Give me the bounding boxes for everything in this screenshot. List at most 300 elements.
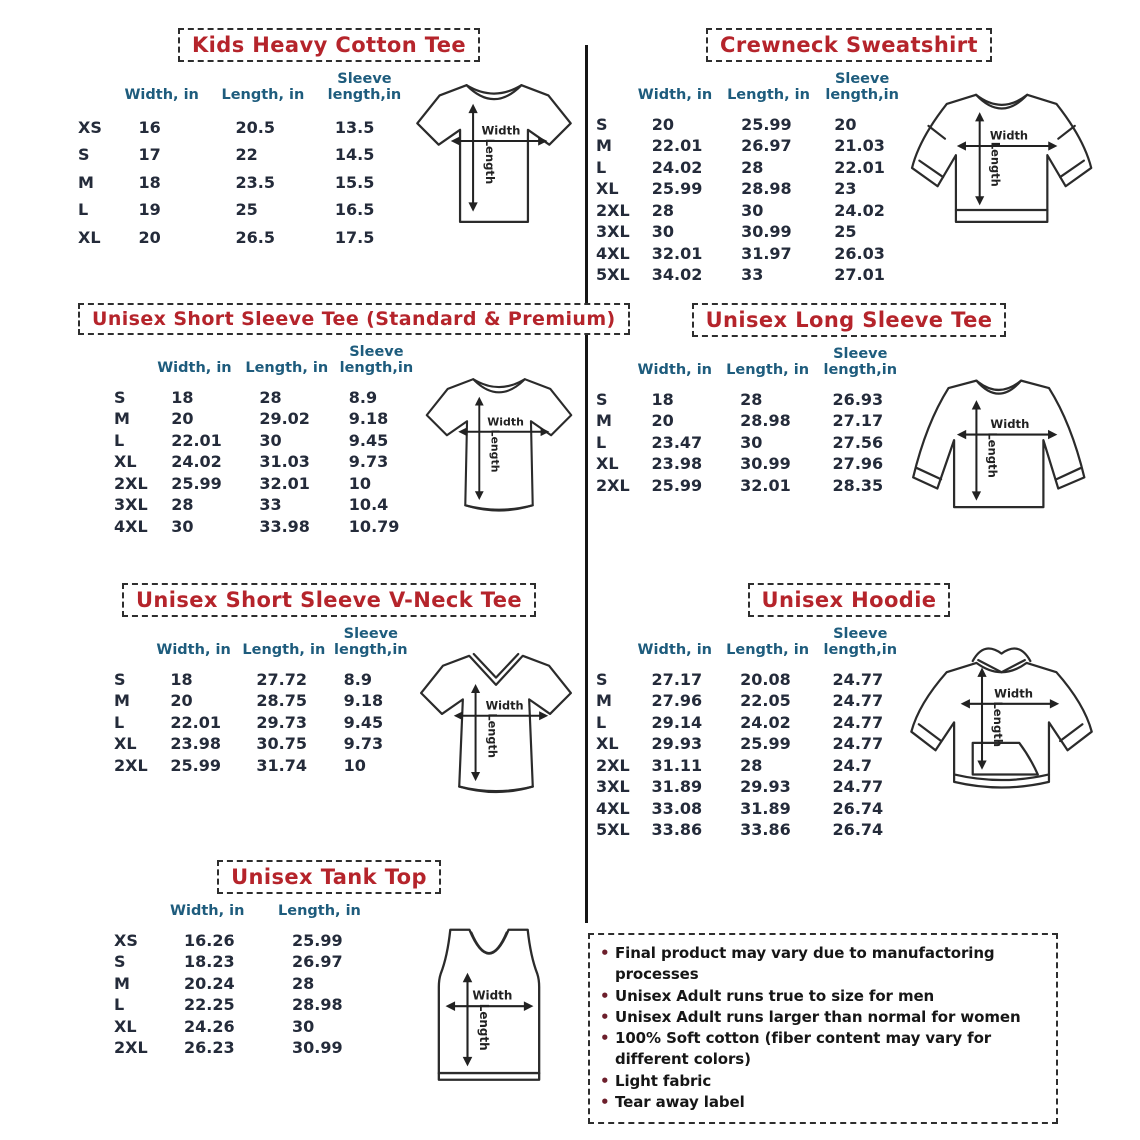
width-arrow-label: Width	[485, 698, 524, 713]
measurement-value: 10.4	[348, 495, 389, 515]
section-unisex-long-sleeve-tee	[596, 303, 1102, 533]
sleeve-header-line2: length,in	[825, 86, 899, 103]
measurement-value: 26.03	[834, 243, 885, 263]
size-label: 4XL	[596, 798, 630, 818]
measurement-value: 24.7	[832, 755, 873, 775]
measurement-value: 28.35	[832, 475, 884, 495]
measurement-value: 20	[138, 227, 161, 247]
size-row	[596, 798, 902, 820]
measurement-value: 33	[259, 495, 282, 515]
measurement-value: 30.75	[256, 734, 307, 754]
header-row	[114, 904, 388, 930]
sweatshirt-illustration	[904, 82, 1102, 242]
header-row	[596, 627, 902, 669]
col-header-sleeve	[335, 345, 418, 387]
section-unisex-short-sleeve-tee	[78, 303, 616, 537]
size-label: S	[596, 114, 608, 134]
measurement-value: 23.5	[235, 172, 275, 192]
measurement-value: 20	[651, 411, 674, 431]
section-title: Unisex Long Sleeve Tee	[692, 303, 1007, 337]
size-label: M	[596, 411, 612, 431]
measurement-value: 20	[171, 409, 194, 429]
measurement-value: 15.5	[334, 172, 375, 192]
size-label: XS	[78, 117, 102, 137]
size-row	[114, 516, 418, 538]
size-row	[596, 243, 904, 265]
measurement-value: 10	[348, 473, 372, 493]
size-label: M	[596, 136, 612, 156]
measurement-value: 29.02	[259, 409, 310, 429]
size-label: L	[596, 157, 607, 177]
col-header-width: Width, in	[637, 361, 712, 378]
measurement-value: 25.99	[651, 179, 703, 199]
measurement-value: 28.98	[740, 411, 791, 431]
measurement-value: 23.47	[651, 432, 703, 452]
measurement-value: 25.99	[171, 473, 222, 493]
size-row	[114, 473, 418, 495]
measurement-value: 22	[235, 145, 258, 165]
length-arrow-label: Length	[985, 432, 1000, 478]
size-label: L	[596, 712, 607, 732]
measurement-value: 28.98	[292, 995, 343, 1015]
section-title: Unisex Short Sleeve V-Neck Tee	[122, 583, 536, 617]
size-row	[596, 178, 904, 200]
size-label: M	[596, 691, 612, 711]
measurement-value: 26.5	[235, 227, 275, 247]
measurement-value: 27.72	[256, 669, 307, 689]
measurement-value: 31.89	[651, 777, 703, 797]
measurement-value: 28	[259, 387, 282, 407]
width-arrow-label: Width	[472, 988, 513, 1003]
length-arrow-label: Length	[483, 138, 498, 185]
col-header-length: Length, in	[242, 641, 326, 658]
header-row	[114, 345, 418, 387]
measurement-value: 28	[740, 755, 763, 775]
section-unisex-tank-top	[78, 860, 580, 1096]
size-row	[114, 755, 412, 777]
notes-list	[600, 943, 1044, 1113]
col-header-length: Length, in	[726, 361, 810, 378]
tank-top-illustration	[428, 924, 550, 1096]
size-row	[114, 973, 388, 995]
size-label: M	[114, 973, 130, 993]
col-header-size	[114, 627, 156, 669]
measurement-value: 31.11	[651, 755, 703, 775]
measurement-value: 10	[343, 755, 366, 775]
sleeve-header-line1: Sleeve	[349, 344, 404, 360]
note-item: • Tear away label	[600, 1092, 1044, 1113]
measurement-value: 23	[834, 179, 857, 199]
col-header-length: Length, in	[221, 86, 305, 103]
size-row	[114, 669, 412, 691]
note-item: • Unisex Adult runs larger than normal for women	[600, 1007, 1044, 1028]
measurement-value: 30	[740, 432, 763, 452]
measurement-value: 29.73	[256, 712, 307, 732]
size-row	[114, 951, 388, 973]
size-row	[596, 669, 902, 691]
col-header-width: Width, in	[156, 641, 231, 658]
sleeve-header-line2: length,in	[823, 641, 898, 658]
measurement-value: 8.9	[343, 669, 372, 689]
section-title: Crewneck Sweatshirt	[706, 28, 992, 62]
col-header-sleeve	[819, 347, 902, 389]
size-row	[114, 1037, 388, 1059]
measurement-value: 27.17	[832, 411, 884, 431]
size-row	[114, 408, 418, 430]
sleeve-header-line1: Sleeve	[343, 626, 399, 642]
measurement-value: 28	[651, 200, 675, 220]
measurement-value: 24.26	[184, 1016, 235, 1036]
size-label: 5XL	[596, 820, 630, 840]
sleeve-header-line2: length,in	[334, 641, 408, 658]
measurement-value: 29.93	[651, 734, 703, 754]
measurement-value: 26.74	[832, 820, 884, 840]
size-row	[114, 733, 412, 755]
width-arrow-label: Width	[994, 686, 1034, 701]
tee-illustration	[408, 68, 580, 240]
size-label: L	[114, 430, 125, 450]
measurement-value: 28.75	[256, 691, 307, 711]
measurement-value: 30	[171, 516, 194, 536]
measurement-value: 25.99	[651, 475, 703, 495]
measurement-value: 22.05	[740, 691, 791, 711]
col-header-length: Length, in	[278, 903, 361, 919]
measurement-value: 26.93	[832, 389, 884, 409]
length-arrow-label: Length	[476, 1003, 491, 1051]
size-row	[596, 776, 902, 798]
note-item: • 100% Soft cotton (fiber content may vary for different colors)	[600, 1028, 1044, 1071]
measurement-value: 26.97	[292, 952, 343, 972]
measurement-value: 24.02	[740, 712, 791, 732]
measurement-value: 24.02	[651, 157, 703, 177]
measurement-value: 23.98	[651, 454, 703, 474]
size-label: 4XL	[596, 243, 630, 263]
width-arrow-label: Width	[481, 123, 521, 138]
measurement-value: 30.99	[292, 1038, 343, 1058]
size-label: XS	[114, 930, 138, 950]
size-label: 2XL	[596, 200, 630, 220]
measurement-value: 28.98	[741, 179, 792, 199]
measurement-value: 28	[292, 973, 315, 993]
col-header-size	[78, 72, 124, 114]
notes-box	[588, 933, 1058, 1124]
measurement-value: 22.25	[184, 995, 235, 1015]
size-label: M	[114, 409, 130, 429]
col-header-sleeve	[330, 627, 412, 669]
size-row	[596, 410, 902, 432]
measurement-value: 24.77	[832, 734, 884, 754]
size-row	[596, 712, 902, 734]
measurement-value: 20	[651, 114, 675, 134]
measurement-value: 27.56	[832, 432, 884, 452]
size-label: 3XL	[596, 222, 630, 242]
measurement-value: 30.99	[740, 454, 791, 474]
measurement-value: 31.03	[259, 452, 310, 472]
measurement-value: 25	[235, 200, 258, 220]
measurement-value: 30	[259, 430, 282, 450]
col-header-size	[596, 627, 638, 669]
size-label: XL	[596, 734, 619, 754]
measurement-value: 30	[651, 222, 675, 242]
size-label: 3XL	[596, 777, 630, 797]
measurement-value: 9.45	[343, 712, 384, 732]
size-row	[596, 264, 904, 286]
measurement-value: 22.01	[834, 157, 885, 177]
col-header-size	[596, 347, 638, 389]
col-header-sleeve	[819, 627, 902, 669]
measurement-value: 20	[834, 114, 857, 134]
length-arrow-label: Length	[488, 429, 502, 473]
width-arrow-label: Width	[487, 415, 524, 429]
size-label: XL	[114, 734, 137, 754]
measurement-value: 24.77	[832, 669, 884, 689]
measurement-value: 26.74	[832, 798, 884, 818]
col-header-length: Length, in	[245, 359, 329, 376]
measurement-value: 31.74	[256, 755, 307, 775]
size-label: M	[78, 172, 94, 192]
sleeve-header-line2: length,in	[339, 359, 414, 376]
measurement-value: 18	[651, 389, 674, 409]
col-header-sleeve	[321, 72, 408, 114]
size-row	[596, 453, 902, 475]
col-header-width: Width, in	[170, 903, 245, 919]
size-row	[596, 432, 902, 454]
measurement-value: 32.01	[259, 473, 310, 493]
size-row	[596, 221, 904, 243]
size-row	[114, 994, 388, 1016]
size-table	[78, 72, 408, 251]
measurement-value: 32.01	[740, 475, 791, 495]
column-divider	[585, 45, 588, 923]
measurement-value: 17	[138, 145, 161, 165]
size-row	[596, 135, 904, 157]
col-header-sleeve	[820, 72, 904, 114]
measurement-value: 17.5	[334, 227, 375, 247]
measurement-value: 16.26	[184, 930, 235, 950]
size-label: 2XL	[114, 473, 148, 493]
measurement-value: 13.5	[334, 117, 375, 137]
size-label: 2XL	[596, 755, 630, 775]
size-label: M	[114, 691, 130, 711]
measurement-value: 24.02	[834, 200, 885, 220]
measurement-value: 31.97	[741, 243, 792, 263]
size-label: 4XL	[114, 516, 148, 536]
size-row	[596, 114, 904, 136]
measurement-value: 30.99	[741, 222, 792, 242]
header-row	[78, 72, 408, 114]
section-unisex-v-neck-tee	[78, 583, 580, 811]
measurement-value: 9.18	[348, 409, 389, 429]
sleeve-header-line1: Sleeve	[337, 71, 392, 87]
hoodie-illustration	[902, 635, 1102, 807]
header-row	[114, 627, 412, 669]
measurement-value: 25	[834, 222, 857, 242]
measurement-value: 22.01	[651, 136, 703, 156]
col-header-width: Width, in	[637, 86, 713, 103]
measurement-value: 24.02	[171, 452, 222, 472]
size-table	[596, 72, 904, 286]
measurement-value: 29.14	[651, 712, 703, 732]
section-crewneck-sweatshirt	[596, 28, 1102, 286]
size-label: 2XL	[114, 755, 148, 775]
measurement-value: 27.96	[651, 691, 703, 711]
size-label: XL	[114, 1016, 137, 1036]
sleeve-header-line2: length,in	[823, 361, 898, 378]
measurement-value: 33.08	[651, 798, 703, 818]
section-kids-heavy-cotton-tee	[78, 28, 580, 251]
long-sleeve-tee-illustration	[902, 365, 1102, 533]
size-row	[596, 200, 904, 222]
measurement-value: 27.01	[834, 265, 885, 285]
measurement-value: 16.5	[334, 200, 375, 220]
size-label: L	[114, 712, 125, 732]
size-row	[114, 430, 418, 452]
size-label: L	[78, 200, 89, 220]
size-label: 2XL	[596, 475, 630, 495]
size-row	[78, 196, 408, 224]
tee-illustration	[418, 359, 580, 529]
size-row	[114, 387, 418, 409]
size-row	[114, 690, 412, 712]
width-arrow-label: Width	[989, 128, 1029, 143]
measurement-value: 29.93	[740, 777, 791, 797]
header-row	[596, 72, 904, 114]
measurement-value: 19	[138, 200, 161, 220]
note-item: • Unisex Adult runs true to size for men	[600, 986, 1044, 1007]
measurement-value: 25.99	[170, 755, 221, 775]
col-header-width: Width, in	[124, 86, 199, 103]
size-row	[78, 224, 408, 252]
note-item: • Final product may vary due to manufactoring processes	[600, 943, 1044, 986]
measurement-value: 30	[292, 1016, 315, 1036]
size-row	[114, 712, 412, 734]
measurement-value: 18	[170, 669, 193, 689]
header-row	[596, 347, 902, 389]
measurement-value: 24.77	[832, 691, 884, 711]
size-table	[114, 627, 412, 776]
measurement-value: 22.01	[171, 430, 222, 450]
size-row	[596, 819, 902, 841]
size-row	[114, 451, 418, 473]
measurement-value: 34.02	[651, 265, 703, 285]
section-title: Kids Heavy Cotton Tee	[178, 28, 480, 62]
size-row	[114, 930, 388, 952]
measurement-value: 9.73	[348, 452, 389, 472]
measurement-value: 14.5	[334, 145, 375, 165]
measurement-value: 25.99	[292, 930, 343, 950]
size-label: S	[78, 145, 90, 165]
length-arrow-label: Length	[988, 141, 1003, 187]
measurement-value: 33.98	[259, 516, 310, 536]
measurement-value: 28	[740, 389, 763, 409]
size-label: 3XL	[114, 495, 148, 515]
measurement-value: 33	[741, 265, 764, 285]
measurement-value: 9.73	[343, 734, 384, 754]
size-label: XL	[596, 454, 619, 474]
size-row	[596, 733, 902, 755]
sleeve-header-line1: Sleeve	[833, 346, 888, 362]
measurement-value: 20.08	[740, 669, 791, 689]
measurement-value: 20.24	[184, 973, 235, 993]
size-row	[78, 169, 408, 197]
size-label: XL	[596, 179, 619, 199]
size-row	[596, 690, 902, 712]
measurement-value: 33.86	[740, 820, 791, 840]
size-label: XL	[78, 227, 101, 247]
measurement-value: 16	[138, 117, 161, 137]
measurement-value: 22.01	[170, 712, 221, 732]
size-row	[596, 475, 902, 497]
measurement-value: 10.79	[348, 516, 400, 536]
measurement-value: 24.77	[832, 777, 884, 797]
col-header-size	[114, 345, 157, 387]
measurement-value: 32.01	[651, 243, 703, 263]
measurement-value: 21.03	[834, 136, 885, 156]
size-row	[114, 1016, 388, 1038]
measurement-value: 28	[171, 495, 194, 515]
measurement-value: 8.9	[348, 387, 378, 407]
measurement-value: 33.86	[651, 820, 703, 840]
measurement-value: 20.5	[235, 117, 275, 137]
measurement-value: 23.98	[170, 734, 221, 754]
size-label: S	[596, 389, 608, 409]
section-unisex-hoodie	[596, 583, 1102, 841]
size-table	[596, 347, 902, 496]
measurement-value: 25.99	[741, 114, 792, 134]
size-label: S	[114, 952, 126, 972]
col-header-width: Width, in	[637, 641, 712, 658]
note-item: • Light fabric	[600, 1071, 1044, 1092]
measurement-value: 31.89	[740, 798, 791, 818]
sleeve-header-line1: Sleeve	[833, 626, 888, 642]
size-label: 2XL	[114, 1038, 148, 1058]
measurement-value: 26.97	[741, 136, 792, 156]
size-row	[596, 389, 902, 411]
measurement-value: 27.17	[651, 669, 703, 689]
size-table	[114, 904, 388, 1059]
size-row	[596, 755, 902, 777]
measurement-value: 9.18	[343, 691, 384, 711]
measurement-value: 27.96	[832, 454, 884, 474]
section-title: Unisex Hoodie	[748, 583, 951, 617]
size-label: 5XL	[596, 265, 630, 285]
section-title: Unisex Tank Top	[217, 860, 441, 894]
sleeve-header-line1: Sleeve	[834, 71, 890, 87]
v-neck-tee-illustration	[412, 635, 580, 811]
size-label: L	[114, 995, 125, 1015]
col-header-length: Length, in	[726, 641, 810, 658]
col-header-length: Length, in	[727, 86, 810, 103]
measurement-value: 30	[741, 200, 764, 220]
measurement-value: 9.45	[348, 430, 389, 450]
size-label: XL	[114, 452, 137, 472]
width-arrow-label: Width	[990, 417, 1030, 432]
size-row	[596, 157, 904, 179]
size-row	[114, 494, 418, 516]
measurement-value: 18	[138, 172, 161, 192]
sleeve-header-line2: length,in	[327, 86, 402, 103]
measurement-value: 18.23	[184, 952, 235, 972]
length-arrow-label: Length	[485, 713, 500, 759]
size-table	[114, 345, 418, 537]
size-table	[596, 627, 902, 841]
size-row	[78, 141, 408, 169]
measurement-value: 20	[170, 691, 193, 711]
size-label: L	[596, 432, 607, 452]
measurement-value: 26.23	[184, 1038, 235, 1058]
measurement-value: 24.77	[832, 712, 884, 732]
col-header-size	[114, 904, 170, 930]
